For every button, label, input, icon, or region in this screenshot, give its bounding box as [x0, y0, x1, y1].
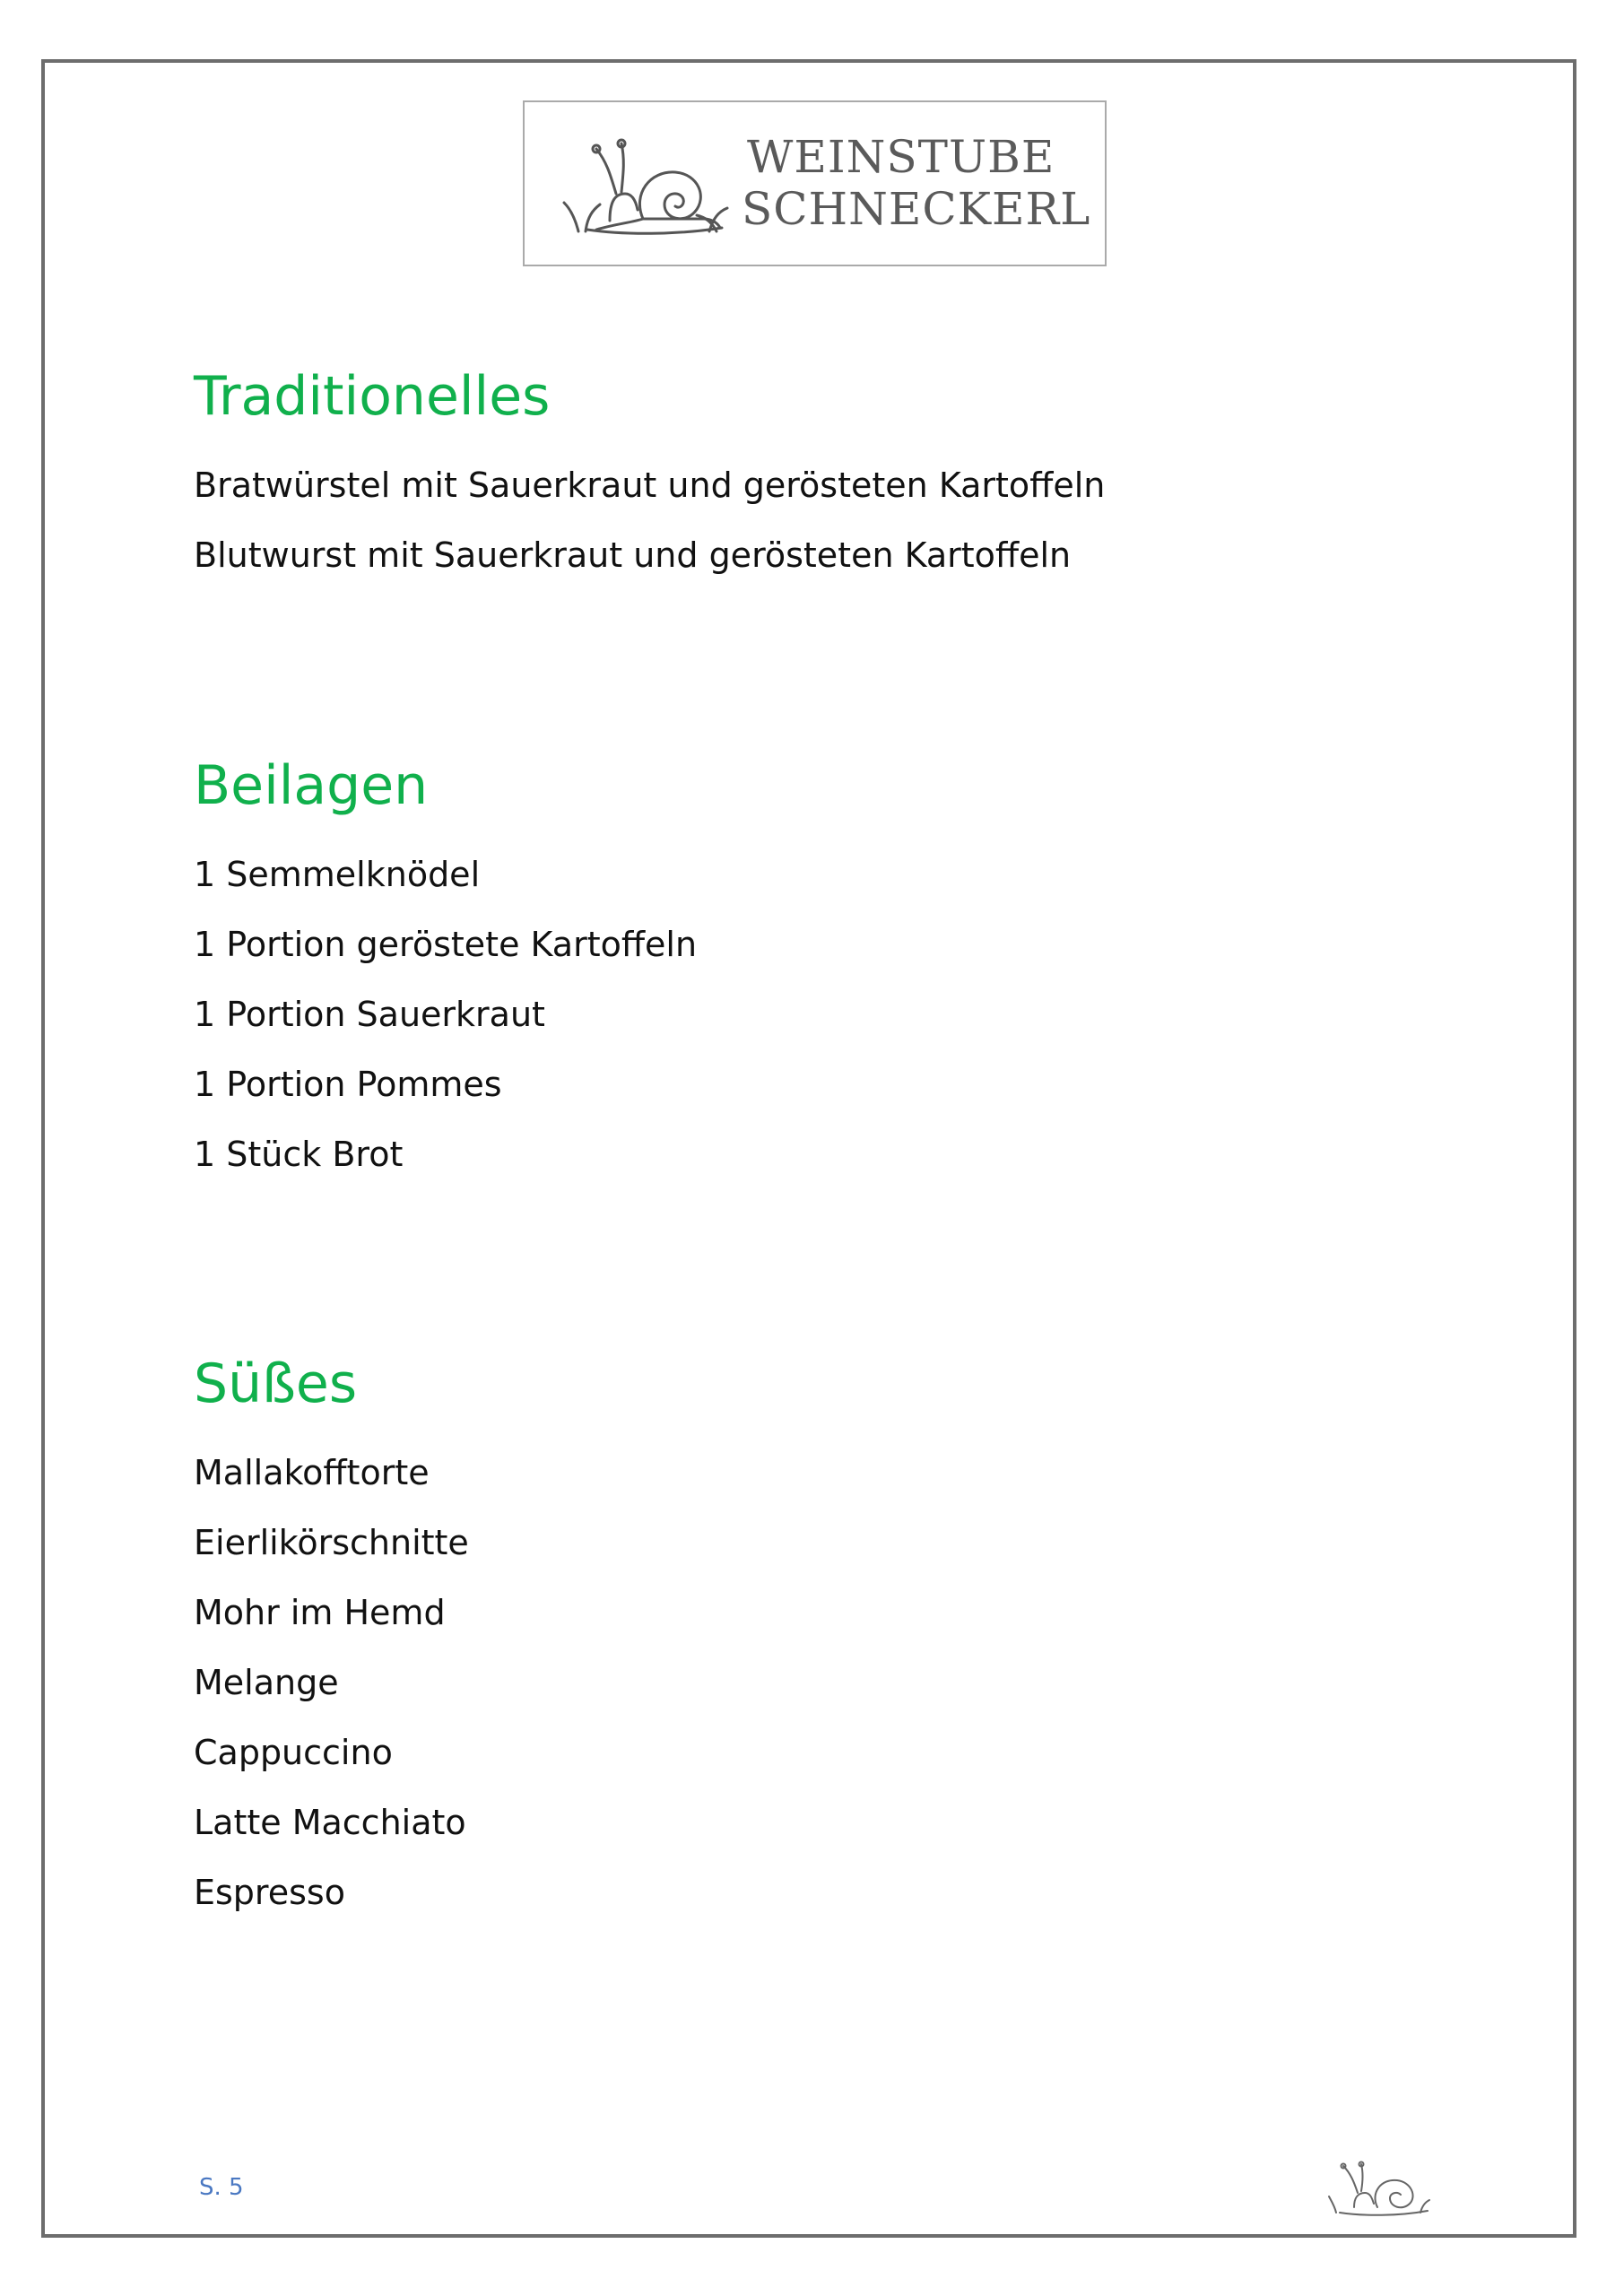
logo [523, 100, 1107, 266]
menu-item: 1 Portion Pommes [194, 1065, 502, 1104]
section-title-traditionelles: Traditionelles [194, 365, 551, 428]
menu-list-beilagen [194, 839, 697, 1189]
menu-item: Mohr im Hemd [194, 1593, 446, 1632]
menu-list-suesses [194, 1438, 469, 1927]
menu-item: Bratwürstel mit Sauerkraut und gerösteten Kartoffeln [194, 465, 1106, 505]
menu-item: Latte Macchiato [194, 1803, 466, 1842]
menu-item: Melange [194, 1663, 339, 1702]
menu-item: 1 Semmelknödel [194, 855, 481, 894]
snail-icon [560, 131, 731, 242]
menu-item: Cappuccino [194, 1733, 393, 1772]
section-title-suesses: Süßes [194, 1352, 358, 1415]
menu-item: Blutwurst mit Sauerkraut und gerösteten Kartoffeln [194, 535, 1072, 575]
logo-text-line1: WEINSTUBE [747, 131, 1055, 183]
menu-list-traditionelles [194, 450, 1105, 590]
menu-item: Eierlikörschnitte [194, 1523, 469, 1562]
menu-item: 1 Portion Sauerkraut [194, 995, 545, 1034]
logo-text-line2: SCHNECKERL [742, 183, 1091, 235]
menu-item: Espresso [194, 1873, 345, 1912]
snail-icon [1327, 2157, 1431, 2218]
page-number: S. 5 [199, 2174, 244, 2201]
section-title-beilagen: Beilagen [194, 754, 429, 817]
menu-item: 1 Portion geröstete Kartoffeln [194, 925, 698, 964]
menu-item: 1 Stück Brot [194, 1135, 404, 1174]
menu-item: Mallakofftorte [194, 1453, 430, 1492]
